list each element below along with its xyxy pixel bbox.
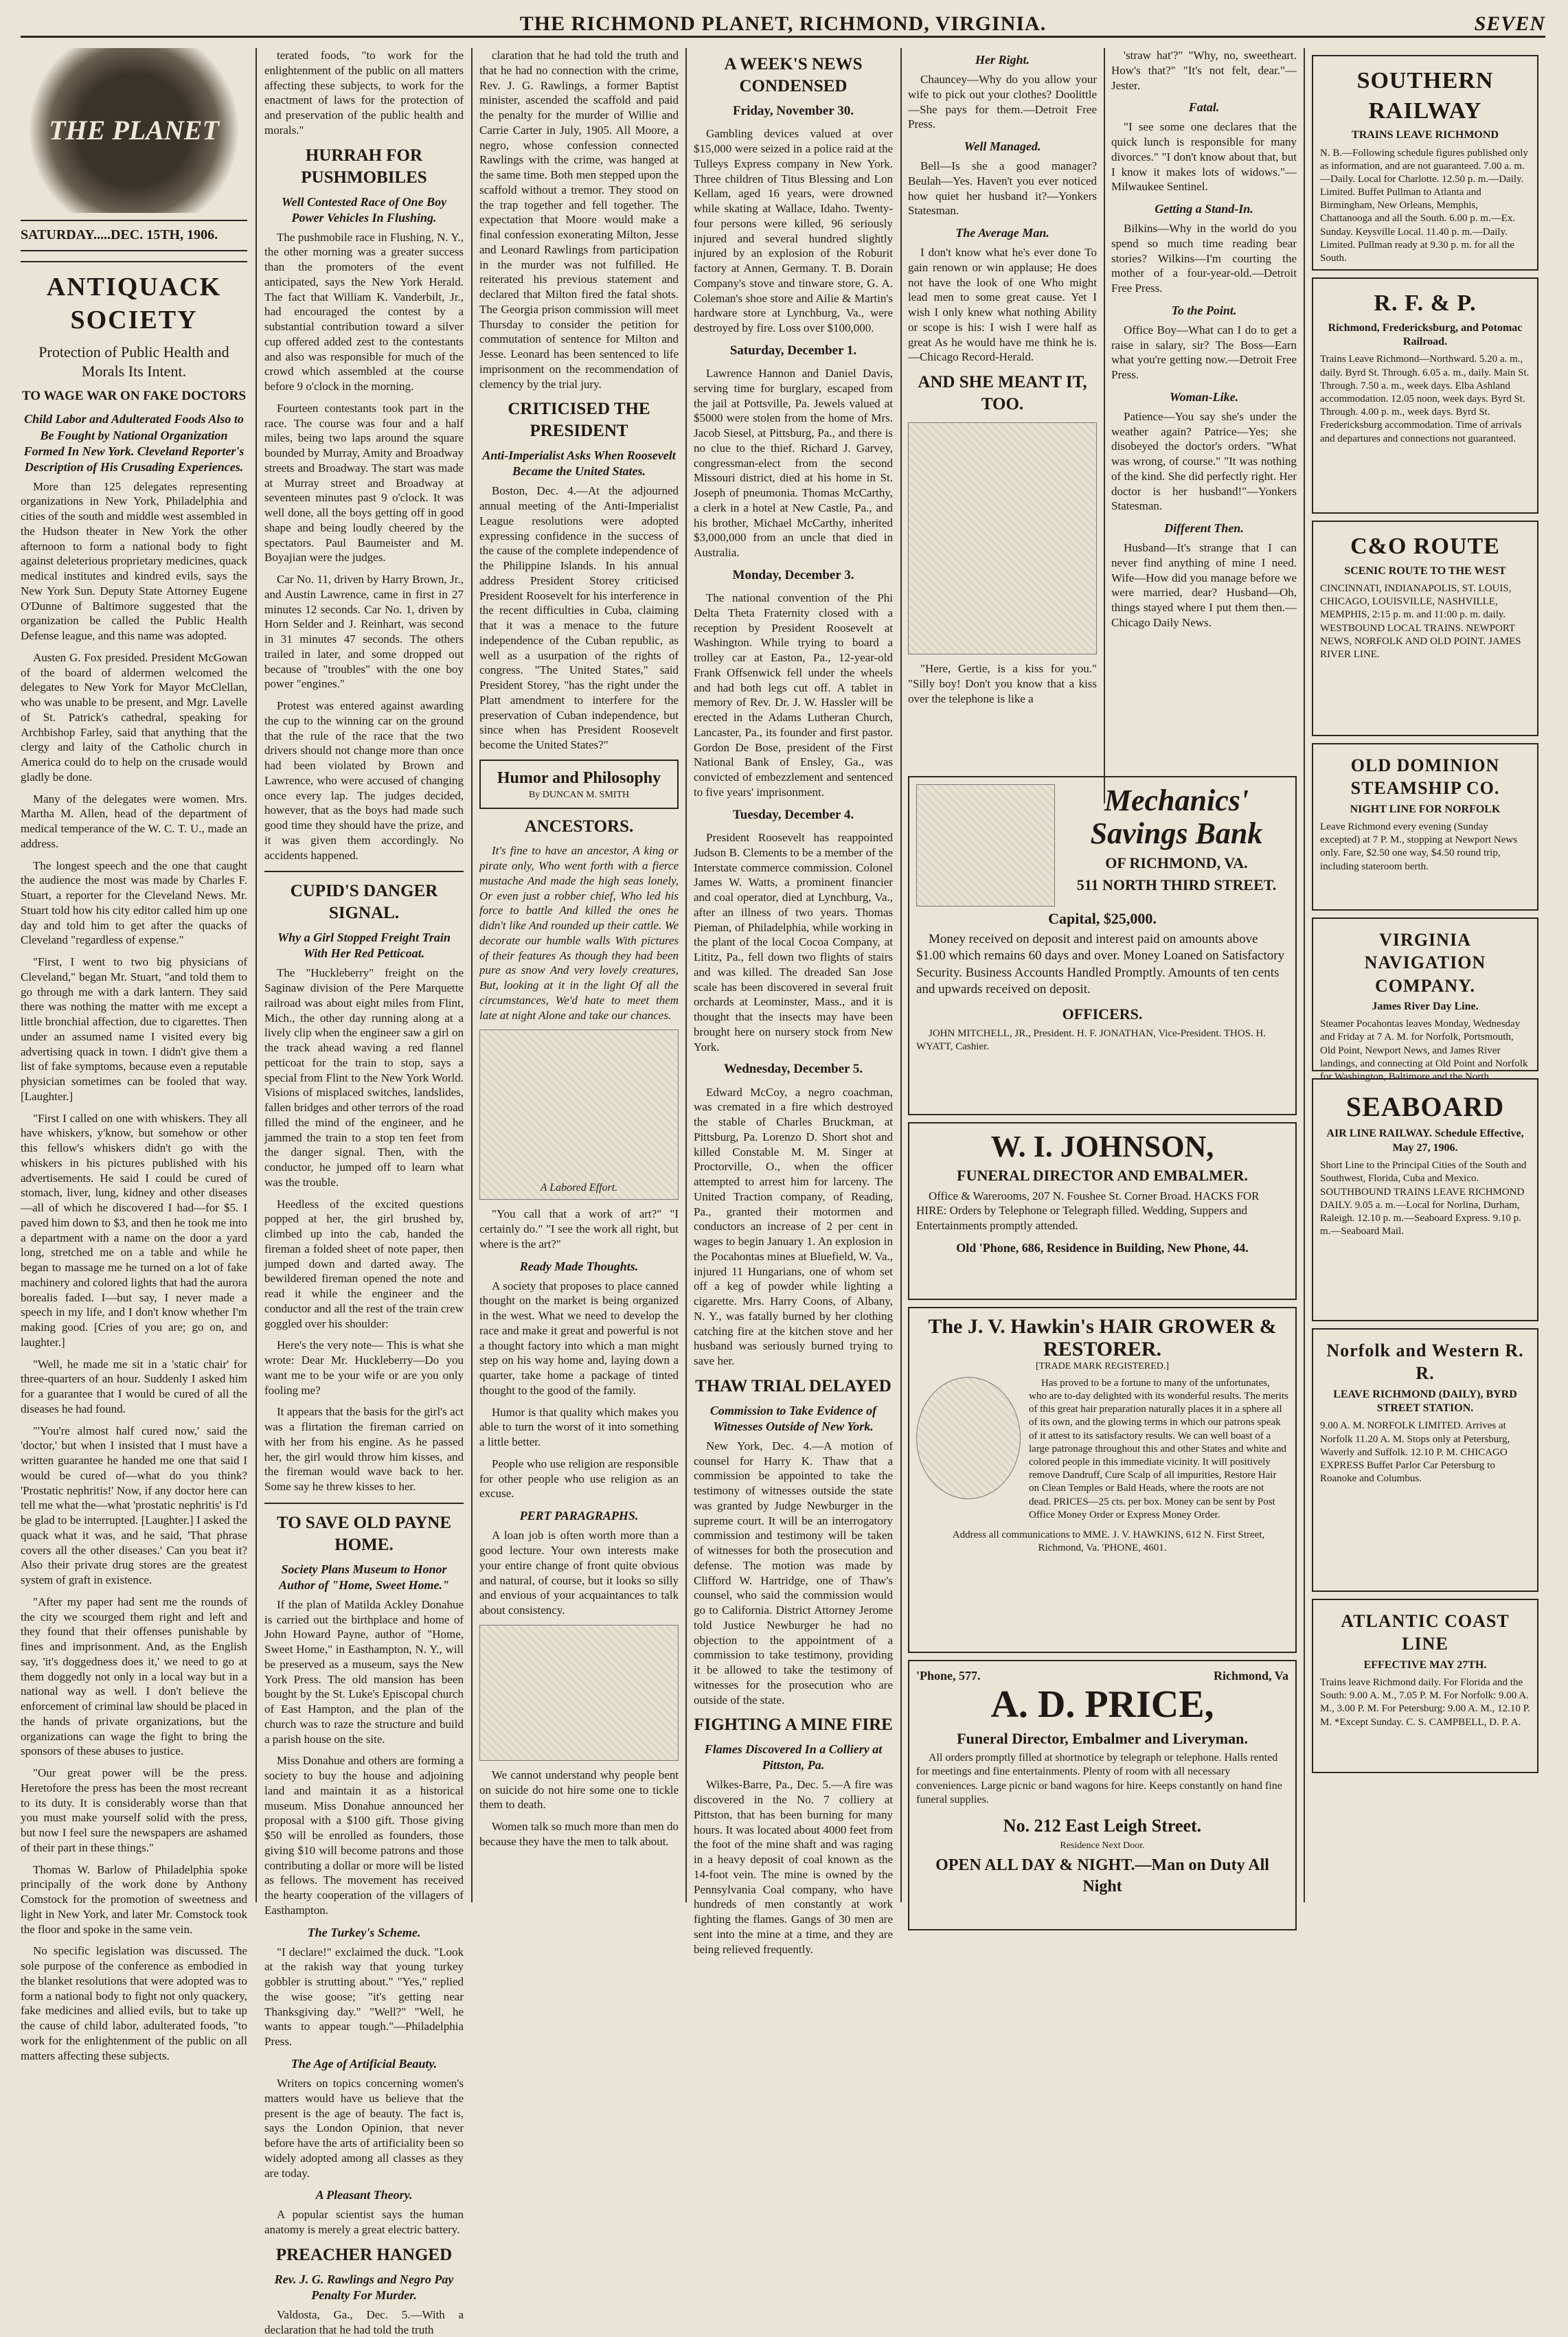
paragraph: It appears that the basis for the girl's act was a flirtation the fireman carried on with her from his engine. As he passed her, the girl would throw him kisses, and the fireman would wave back to her. Some say he threw kisses to her.	[264, 1405, 464, 1494]
hawkins-title: The J. V. Hawkin's HAIR GROWER & RESTORER.	[928, 1315, 1277, 1360]
column-1	[21, 48, 247, 2062]
rail-body: Short Line to the Principal Cities of the South and Southwest, Florida, Cuba and Mexico. SOUTHBOUND TRAINS LEAVE RICHMOND DAILY. 9.05 a. m.—Local for Norlina, Durham, Raleigh. 12.10 p. m.—Seaboard Express. 9.10 p. m.—Seaboard Mail.	[1320, 1160, 1527, 1238]
rail-subtitle: Richmond, Fredericksburg, and Potomac Railroad.	[1328, 321, 1523, 347]
joke-title: To the Point.	[1171, 303, 1237, 317]
bank-capital: Capital, $25,000.	[1048, 910, 1157, 927]
johnson-subtitle: FUNERAL DIRECTOR AND EMBALMER.	[957, 1167, 1248, 1185]
hawkins-ad	[908, 1307, 1297, 1653]
johnson-title: W. I. JOHNSON,	[990, 1130, 1214, 1163]
bank-ad	[908, 776, 1297, 1115]
joke-body: Husband—It's strange that I can never find anything of mine I need. Wife—How did you manage before we were married, dear? Husband—Oh, things stayed where I put them then.—Chicago Daily News.	[1111, 541, 1297, 629]
paragraph: Car No. 11, driven by Harry Brown, Jr., and Austin Lawrence, came in first in 27 minutes 12 seconds. Car No. 1, driven by Horn Selder and J. Reinhart, was second in 31 minutes 47 seconds. The others trailed in later, and some dropped out because of "troubles" with the one boy power "engines."	[264, 573, 464, 691]
divider	[264, 1503, 464, 1504]
price-open: OPEN ALL DAY & NIGHT.—Man on Duty All Night	[935, 1856, 1269, 1895]
hawkins-address: Address all communications to MME. J. V. HAWKINS, 612 N. First Street, Richmond, Va. 'PHONE, 4601.	[952, 1529, 1265, 1554]
rail-title: SEABOARD	[1345, 1091, 1505, 1122]
joke-title: Woman-Like.	[1169, 389, 1239, 404]
divider	[21, 261, 247, 262]
telephone-illustration	[908, 422, 1097, 654]
rail-body: CINCINNATI, INDIANAPOLIS, ST. LOUIS, CHICAGO, LOUISVILLE, NASHVILLE, MEMPHIS, 2:15 p. m. and 11:00 p. m. daily. WESTBOUND LOCAL TRAINS. NEWPORT NEWS, NORFOLK AND OLD POINT. JAMES RIVER LINE.	[1320, 582, 1521, 660]
rail-subtitle: SCENIC ROUTE TO THE WEST	[1344, 565, 1506, 577]
column-2	[264, 48, 464, 2336]
caption: 'straw hat'?" "Why, no, sweetheart. How's that?" "It's not felt, dear."—Jester.	[1111, 49, 1297, 92]
paragraph: "Well, he made me sit in a 'static chair' for three-quarters of an hour. Suddenly I asked him for a guarantee that I would be cured of all the diseases he had found.	[21, 1357, 247, 1415]
johnson-phone: Old 'Phone, 686, Residence in Building, New Phone, 44.	[956, 1240, 1249, 1255]
column-divider	[900, 48, 902, 1902]
rail-ad	[1312, 1078, 1538, 1321]
subhead: Anti-Imperialist Asks When Roosevelt Became the United States.	[482, 448, 676, 479]
paragraph: Edward McCoy, a negro coachman, was cremated in a fire which destroyed the stable of Charles Bruckman, at Pittsburg, Pa. Lorenzo D. Short shot and killed Constable M. M. Singer at Proctorville, O., when the officer attempted to arrest him for larceny. The United Traction company, of Reading, Pa., granted their motormen and conductors an increase of 2 per cent in wages to begin January 1. An explosion in the Pocahontas mines at Bluefield, W. Va., injured 11 Hungarians, one of whom set off a keg of powder while lighting a cigarette. Mrs. Harry Coons, of Albany, N. Y., was fatally burned by her clothing catching fire at the kitchen stove and her husband was seriously burned trying to save her.	[694, 1085, 893, 1368]
rail-title: R. F. & P.	[1374, 290, 1477, 316]
bank-title: Mechanics' Savings Bank	[1090, 784, 1263, 851]
subhead: Flames Discovered In a Colliery at Pittston, Pa.	[704, 1742, 883, 1772]
headline-criticised: CRITICISED THE PRESIDENT	[508, 400, 650, 441]
rail-title: SOUTHERN RAILWAY	[1356, 68, 1494, 124]
rail-body: N. B.—Following schedule figures published only as information, and are not guaranteed. 7.00 a. m.—Daily. Local for Charlotte. 12.50 p. m.—Daily. Limited. Buffet Pullman to Atlanta and Birmingham, New Orleans, Memphis, Chattanooga and all the South. 6.00 p. m.—Ex. Sunday. Keysville Local. 11.40 p. m.—Daily. Limited. Pullman ready at 9.30 p. m. for all the South.	[1320, 147, 1528, 264]
paragraph: "First I called on one with whiskers. They all have whiskers, y'know, but somehow or other this fellow's whiskers didn't go with the whiskers in his pictures published with his advertisements. He said I could be cured of stomach, liver, lung, kidney and other diseases—all of which he discovered I had—for $5. I paved him down to $3, and then he took me into a department with a name on the door a yard long, stretched me on a table and while he began to massage me he turned on a lot of fake machinery and colored lights that had the aurora borealis faded. I—but say, I never made a speech in my life, and I don't know whether I'm making good. [Cries of you are; go on, and laughter.]	[21, 1111, 247, 1349]
paragraph: claration that he had told the truth and that he had no connection with the crime, Rev. J. G. Rawlings, a former Baptist minister, ascended the scaffold and paid the penalty for the murder of Willie and Carrie Carter in July, 1905. All Moore, a negro, whose confession connected Rawlings with the crime, was hanged at the same time. Both men stepped upon the scaffold without a tremor. They stood on the trap together and fell together. The expectation that Moore would make a final confession exonerating Milton, Jesse and Leonard Rawlings from participation in the murder was not fulfilled. He reiterated his previous statement and declared that Milton fired the fatal shots. The Georgia prison commission will meet Thursday to consider the petition for commutation of sentence for Milton and Jesse. Leonard has been sentenced to life imprisonment on the recommendation of clemency by the trial jury.	[479, 49, 679, 391]
headline-preacher: PREACHER HANGED	[275, 2245, 453, 2264]
paragraph: A popular scientist says the human anatomy is merely a great electric battery.	[264, 2208, 464, 2237]
paragraph: New York, Dec. 4.—A motion of counsel for Harry K. Thaw that a commission be appointed to take the testimony of witnesses outside the state was granted by Judge Newburger in the supreme court. It will be an interrogatory commission and testimony will be taken of witnesses for both the prosecution and defense. The motion was made by Clifford W. Hartridge, one of Thaw's counsel, who said the commission would go to California. District Attorney Jerome told Justice Newburger he had no objection to the appointment of a commission to take testimony, providing it be allowed to take the testimony of witnesses for the prosecution who are outside of the state.	[694, 1439, 893, 1707]
humor-title: Humor and Philosophy	[497, 768, 661, 787]
paragraph: "'You're almost half cured now,' said the 'doctor,' but when I insisted that I must have a written guarantee he handed me one that said I would be cured of—what do you think? 'Prostatic nephritis!' Now, if any doctor here can tell me what the—what 'prostatic nephritis' is I'd be glad to be interrupted. [Laughter.] I asked the quack what it was, and he said, 'That phrase covers all the other diseases.' Can you beat it? Also their private drug stores are the greatest system of graft in existence.	[21, 1424, 247, 1587]
headline-mine-fire: FIGHTING A MINE FIRE	[694, 1715, 893, 1735]
joke-body: Chauncey—Why do you allow your wife to pick out your clothes? Doolittle—She pays for them.—Detroit Free Press.	[908, 73, 1097, 131]
paragraph: "I declare!" exclaimed the duck. "Look at the rakish way that young turkey gobbler is strutting about." "Yes," replied the wise goose; "it's getting near Thanksgiving day." "Well?" "Well, he wants to appear tough."—Philadelphia Press.	[264, 1945, 464, 2049]
paragraph: We cannot understand why people bent on suicide do not hire some one to tickle them to death.	[479, 1768, 679, 1812]
headline-cupid: CUPID'S DANGER SIGNAL.	[290, 882, 438, 923]
column-divider	[471, 48, 473, 1902]
rail-body: Trains leave Richmond daily. For Florida and the South: 9.00 A. M., 7.05 P. M. For Norfolk: 9.00 A. M., 3.00 P. M. For Petersburg: 9.00 A. M., 12.10 P. M. *Except Sunday. C. S. CAMPBELL, D. P. A.	[1320, 1677, 1531, 1728]
rail-subtitle: AIR LINE RAILWAY. Schedule Effective, May 27, 1906.	[1326, 1128, 1524, 1154]
column-4	[694, 48, 893, 1956]
headline-thaw: THAW TRIAL DELAYED	[695, 1376, 891, 1395]
bank-address: 511 NORTH THIRD STREET.	[1076, 876, 1277, 893]
rail-ad	[1312, 55, 1538, 271]
subhead: Ready Made Thoughts.	[519, 1259, 639, 1273]
paragraph: Lawrence Hannon and Daniel Davis, serving time for burglary, escaped from the jail at Pottsville, Pa. Jewels valued at $5000 were stolen from the home of Mrs. Jacob Siesel, at Pittsburg, Pa., and there is no clue to the thief. Richard J. Garvey, congressman-elect from the second Missouri district, died at his home in St. Joseph of pneumonia. Thomas McCarthy, a clerk in a hotel at New Castle, Pa., and his brother, Michael McCarthy, inherited $3,000,000 from an uncle that died in Australia.	[694, 367, 893, 560]
price-subtitle: Funeral Director, Embalmer and Liveryman.	[957, 1729, 1248, 1747]
paragraph: The "Huckleberry" freight on the Saginaw division of the Pere Marquette railroad was about eight miles from Flint, Mich., the other day running along at a lively clip when the engineer saw a girl on the track ahead waving a red flannel petticoat for the train to stop, says a special from Flint to the New York World. Visions of misplaced switches, landslides, fallen bridges and other terrors of the road filled the mind of the engineer, and he jammed the train to a stop ten feet from the danger signal. Then, with the conductor, he jumped off to learn what was the trouble.	[264, 966, 464, 1189]
joke-body: I don't know what he's ever done To gain renown or win applause; He does not have the look of one Who might lead men to some great cause. Yet I wish I only knew what nothing Ability or scope is his: I wish I were half as great As he would have me think he is.—Chicago Record-Herald.	[908, 246, 1097, 364]
paragraph: The longest speech and the one that caught the audience the most was made by Charles F. Stuart, a reporter for the Cleveland News. Mr. Stuart told how his city editor called him up one day and told him to get after the quacks of Cleveland "regardless of expense."	[21, 858, 247, 947]
joke-body: Bell—Is she a good manager? Beulah—Yes. Haven't you ever noticed how quiet her husband it?—Yonkers Statesman.	[908, 159, 1097, 218]
page-number: SEVEN	[1474, 12, 1545, 35]
subhead: Protection of Public Health and Morals Its Intent.	[38, 343, 229, 380]
paragraph: Humor is that quality which makes you able to turn the worst of it into something a little better.	[479, 1405, 679, 1449]
masthead-title: THE RICHMOND PLANET, RICHMOND, VIRGINIA.	[519, 12, 1047, 35]
paragraph: The national convention of the Phi Delta Theta Fraternity closed with a reception by President Roosevelt at Washington. While trying to board a trolley car at Easton, Pa., 12-year-old Frank Offsenwick fell under the wheels and had both legs cut off. A tablet in memory of Rev. Dr. J. W. Hassler will be erected in the Adams Lutheran Church, Lancaster, Pa., its founder and first pastor. Gordon De Bose, president of the First National Bank of Ensley, Ga., was convicted of embezzlement and sentenced to five years' imprisonment.	[694, 591, 893, 799]
bank-body: Money received on deposit and interest paid on amounts above $1.00 which remains 60 days and over. Money Loaned on Satisfactory Security. Business Accounts Handled Promptly. Amounts of ten cents and upwards received on deposit.	[916, 932, 1285, 997]
deck-2: Child Labor and Adulterated Foods Also to Be Fought by National Organization Formed In New York. Cleveland Reporter's Description of His Crusading Experiences.	[23, 412, 245, 474]
rail-title: Norfolk and Western R. R.	[1326, 1341, 1524, 1384]
date-heading: Friday, November 30.	[733, 104, 854, 118]
joke-body: Bilkins—Why in the world do you spend so much time reading bear stories? Wilkins—I'm courting the mother of a four-year-old.—Detroit Free Press.	[1111, 222, 1297, 295]
paragraph: More than 125 delegates representing organizations in New York, Philadelphia and cities of the south and middle west assembled in the Hudson theater in New York the other afternoon to form a national body to fight against deleterious proprietary medicines, quack medical institutes and kindred evils, says the New York Sun. Deputy State Attorney Eugene O'Dunne of Baltimore suggested that the organization be called the Public Health Defense league, and this name was adopted.	[21, 479, 247, 643]
paragraph: Miss Donahue and others are forming a society to buy the house and adjoining land and maintain it as a historical museum. Miss Donahue announced her proposal with a $100 gift. Those giving $50 will be enrolled as founders, those giving $10 will become patrons and those contributing a dollar or more will be listed as fellows. The movement has received the hearty cooperation of the villagers of Easthampton.	[264, 1754, 464, 1917]
paragraph: Heedless of the excited questions popped at her, the girl brushed by, climbed up into the cab, handed the fireman a folded sheet of note paper, then jumped down and darted away. The bewildered fireman opened the note and read it while the engineer and the conductor and all the rest of the train crew goggled over his shoulder:	[264, 1197, 464, 1330]
headline-antiquack: ANTIQUACK SOCIETY	[46, 272, 222, 335]
column-5	[908, 48, 1097, 803]
subhead: Well Contested Race of One Boy Power Vehicles In Flushing.	[281, 194, 447, 225]
rail-body: 9.00 A. M. NORFOLK LIMITED. Arrives at Norfolk 11.20 A. M. Stops only at Petersburg, Waverly and Suffolk. 12.10 P. M. CHICAGO EXPRESS Buffet Parlor Car Petersburg to Roanoke and Columbus.	[1320, 1420, 1510, 1485]
railway-column	[1312, 48, 1538, 1902]
headline-weeks-news: A WEEK'S NEWS CONDENSED	[724, 55, 863, 95]
paragraph: "First, I went to two big physicians of Cleveland," began Mr. Stuart, "and told them to go through me with a dark lantern. They said there was nothing the matter with me except a little bronchial affection, due to cigarettes. Then under an assumed name I visited every big advertising quack in town. I didn't give them a list of fake symptoms, because even a reputable physician sometimes can be fooled that way. [Laughter.]	[21, 955, 247, 1103]
rail-subtitle: James River Day Line.	[1372, 1000, 1479, 1012]
column-3	[479, 48, 679, 1902]
paragraph: Valdosta, Ga., Dec. 5.—With a declaration that he had told the truth	[264, 2307, 464, 2336]
bank-seal-image	[916, 784, 1055, 907]
paragraph: Here's the very note— This is what she wrote: Dear Mr. Huckleberry—Do you want me to be your wife or are you only fooling me?	[264, 1338, 464, 1397]
joke-body: "I see some one declares that the quick lunch is responsible for many divorces." "I don't know about that, but I know it makes lots of widows."—Milwaukee Sentinel.	[1111, 120, 1297, 194]
headline-pushmobiles: HURRAH FOR PUSHMOBILES	[301, 146, 427, 187]
paragraph: Protest was entered against awarding the cup to the winning car on the ground that the rule of the race that the two drivers should not change more than once had been violated by Brown and Lawrence, who were accused of changing once every lap. The judges decided, however, that as the boys had made such good time they should have the prize, and it was given them accordingly. No accidents happened.	[264, 699, 464, 862]
johnson-ad	[908, 1122, 1297, 1300]
paragraph: Many of the delegates were women. Mrs. Martha M. Allen, head of the department of medical temperance of the W. C. T. U., made an address.	[21, 792, 247, 850]
rail-body: Leave Richmond every evening (Sunday excepted) at 7 P. M., stopping at Newport News only. Fare, $2.50 one way, $4.50 round trip, including stateroom berth.	[1320, 821, 1518, 872]
hawkins-trademark: [TRADE MARK REGISTERED.]	[1035, 1361, 1170, 1371]
price-ad	[908, 1660, 1297, 1930]
paragraph: terated foods, "to work for the enlightenment of the public on all matters affecting these subjects, to work for the enactment of laws for the protection of and preservation of the public health and morals."	[264, 49, 464, 137]
column-divider	[1104, 48, 1105, 803]
hawkins-body: Has proved to be a fortune to many of the unfortunates, who are to-day delighted with its wonderful results. The merits of this great hair preparation naturally places it in a sphere all of its own, and the glowing terms in which our patrons speak of it attest to its satisfactory results. We can well boast of a large patronage throughout this and other States and white and colored people in this immediate vicinity. It will positively remove Dandruff, Cure Scalp of all impurities, Restore Hair on Clean Temples or Bald Heads, where the roots are not dead. PRICES—25 cts. per box. Money can be sent by Post Office Money Order or Express Money Order.	[1029, 1377, 1288, 1520]
rail-subtitle: NIGHT LINE FOR NORFOLK	[1350, 803, 1501, 815]
column-divider	[1304, 48, 1305, 1902]
subhead: Rev. J. G. Rawlings and Negro Pay Penalty For Murder.	[274, 2272, 454, 2302]
paragraph: If the plan of Matilda Ackley Donahue is carried out the birthplace and home of John Howard Payne, author of "Home, Sweet Home," in Easthampton, N. Y., will be preserved as a museum, says the New York Press. The old mansion has been bought by the St. Luke's Episcopal church of East Hampton, and the plan of the church was to raze the structure and build a parish house on the site.	[264, 1597, 464, 1746]
rail-ad	[1312, 521, 1538, 736]
rail-ad	[1312, 743, 1538, 911]
subhead: A Pleasant Theory.	[315, 2188, 413, 2202]
joke-title: Well Managed.	[964, 139, 1041, 154]
price-city: Richmond, Va	[1213, 1669, 1288, 1683]
joke-title: Her Right.	[975, 53, 1030, 67]
headline-she-meant-it: AND SHE MEANT IT, TOO.	[918, 373, 1087, 414]
masthead	[21, 12, 1545, 38]
price-address: No. 212 East Leigh Street.	[1003, 1815, 1202, 1836]
paragraph: "Our great power will be the press. Heretofore the press has been the most recreant to its duty. It is considerably worse than that you must make yourself solid with the press, but now I feel sure the newspapers are ashamed of their part in these things."	[21, 1766, 247, 1854]
subhead: Why a Girl Stopped Freight Train With Her Red Petticoat.	[277, 931, 451, 961]
headline-payne-home: TO SAVE OLD PAYNE HOME.	[276, 1513, 452, 1554]
rail-body: Trains Leave Richmond—Northward. 5.20 a. m., daily. Byrd St. Through. 6.05 a. m., daily. Main St. Through. 7.50 a. m., week days. Elba Ashland accommodation. 12.05 noon, week days. Byrd St. Through. 4.00 p. m., week days. Byrd St. Fredericksburg accommodation. Time of arrivals and departures and connections not guaranteed.	[1320, 354, 1530, 444]
paragraph: The pushmobile race in Flushing, N. Y., the other morning was a greater success than the promoters of the event anticipated, says the New York Herald. The fact that William K. Vanderbilt, Jr., had encouraged the contest by a substantial contribution toward a silver cup offered added zest to the contestants and also was responsible for much of the crowd which assembled at the course before 9 o'clock in the morning.	[264, 230, 464, 394]
rail-body: Steamer Pocahontas leaves Monday, Wednesday and Friday at 7 A. M. for Norfolk, Portsmouth, Old Point, Newport News, and James River landings, and connecting at Old Point and Norfolk for Washington, Baltimore and the North.	[1320, 1018, 1528, 1083]
joke-title: Getting a Stand-In.	[1155, 202, 1253, 216]
paragraph: Women talk so much more than men do because they have the men to talk about.	[479, 1820, 679, 1848]
paragraph: "After my paper had sent me the rounds of the city we scourged them right and left and they found that their offenses punishable by fines and imprisonment. And, as the English say, 'it's doggedness does it,' we need to go at them doggedly not only in a local way but in a national way as well. I don't believe the enforcement of criminal law should be placed in the hands of private organizations, but the organizations can wage the fight to bring the sponsors of these abuses to justice.	[21, 1595, 247, 1758]
rail-ad	[1312, 1599, 1538, 1773]
joke-title: The Average Man.	[955, 226, 1049, 240]
date-heading: Saturday, December 1.	[729, 343, 857, 358]
cartoon-illustration	[479, 1029, 679, 1200]
paragraph: People who use religion are responsible for other people who use religion as an excuse.	[479, 1457, 679, 1501]
rail-title: VIRGINIA NAVIGATION COMPANY.	[1364, 930, 1486, 996]
paragraph: "You call that a work of art?" "I certainly do." "I see the work all right, but where is the art?"	[479, 1207, 679, 1251]
column-divider	[255, 48, 257, 1902]
cartoon-illustration-2	[479, 1625, 679, 1761]
divider	[264, 871, 464, 872]
cartoon-caption: A Labored Effort.	[540, 1181, 618, 1194]
bank-officers-heading: OFFICERS.	[1062, 1005, 1143, 1023]
ads-block	[908, 769, 1297, 1902]
humor-box	[479, 760, 679, 810]
subhead: The Turkey's Scheme.	[307, 1925, 421, 1939]
date-heading: Tuesday, December 4.	[732, 807, 854, 822]
johnson-body: Office & Warerooms, 207 N. Foushee St. Corner Broad. HACKS FOR HIRE: Orders by Telephone or Telegraph filled. Wedding, Suppers and Entertainments promptly attended.	[916, 1189, 1260, 1233]
price-residence: Residence Next Door.	[1060, 1840, 1145, 1851]
paragraph: A loan job is often worth more than a good lecture. Your own interests make your entire change of front quite obvious and natural, of course, but it looks so silly and envious of your acquaintances to talk about consistency.	[479, 1529, 679, 1617]
planet-logo: THE PLANET	[21, 48, 247, 213]
dateline: SATURDAY.....DEC. 15TH, 1906.	[21, 220, 247, 251]
deck: TO WAGE WAR ON FAKE DOCTORS	[21, 389, 247, 404]
subhead: Commission to Take Evidence of Witnesses Outside of New York.	[709, 1403, 877, 1433]
rail-title: OLD DOMINION STEAMSHIP CO.	[1350, 755, 1500, 799]
rail-ad	[1312, 917, 1538, 1083]
price-body: All orders promptly filled at shortnotice by telegraph or telephone. Halls rented for meetings and fine entertainments. Plenty of room with all necessary conveniences. Large picnic or band wagons for hire. Keeps constantly on hand fine funeral supplies.	[916, 1751, 1282, 1806]
paragraph: Boston, Dec. 4.—At the adjourned annual meeting of the Anti-Imperialist League resolutions were adopted expressing confidence in the success of the cause of the complete independence of the Philippine Islands. In his annual address President Storey criticised President Roosevelt for his interference in the recent difficulties in Cuba, claiming that it was a menace to the future independence of the Cuban republic, as well as a usurpation of the rights of congress. "The United States," said President Storey, "has the right under the Platt amendment to interfere for the preservation of Cuban independence, but since when has President Roosevelt become the United States?"	[479, 484, 679, 752]
column-divider	[685, 48, 687, 1902]
article-body	[21, 479, 247, 2064]
joke-body: Office Boy—What can I do to get a raise in salary, sir? The Boss—Earn what you're getting now.—Detroit Free Press.	[1111, 323, 1297, 382]
poem-title: ANCESTORS.	[524, 817, 634, 836]
caption: "Here, Gertie, is a kiss for you." "Silly boy! Don't you know that a kiss over the telephone is like a	[908, 662, 1097, 705]
subhead: Society Plans Museum to Honor Author of "Home, Sweet Home."	[279, 1562, 449, 1592]
rail-ad	[1312, 1328, 1538, 1592]
paragraph: A society that proposes to place canned thought on the market is being organized in the west. What we need to develop the race and make it great and powerful is not a thought factory into which a man might step on his way home and, laying down a quarter, take home a package of tinted thought to the good of the family.	[479, 1279, 679, 1397]
rail-title: C&O ROUTE	[1350, 534, 1500, 559]
date-heading: Monday, December 3.	[732, 567, 854, 582]
subhead: PERT PARAGRAPHS.	[519, 1509, 639, 1523]
price-phone: 'Phone, 577.	[916, 1669, 981, 1683]
rail-title: ATLANTIC COAST LINE	[1341, 1611, 1510, 1654]
date-heading: Wednesday, December 5.	[723, 1062, 863, 1077]
paragraph: Fourteen contestants took part in the race. The course was four and a half miles, being two laps around the square bounded by Murray, Amity and Broadway streets and Broadway. The start was made at Murray street and Broadway at seventeen minutes past 9 o'clock. It was well done, all the boys getting off in good shape and being loudly cheered by the spectators. Paul Baumeister and M. Boyajian were the judges.	[264, 401, 464, 565]
paragraph: President Roosevelt has reappointed Judson B. Clements to be a member of the Interstate commerce commission. Colonel James W. Watts, a prominent financier and coal operator, died at Lynchburg, Va., after an illness of two years. Thomas Pieman, of Philadelphia, while working in the plant of the local Cocoa Company, at Lititz, Pa., fell down two flights of stairs and was killed. The dreaded San Jose scale has been discovered in several fruit orchards at Leominster, Mass., and it is thought that the insects may have been brought here on nursery stock from New York.	[694, 831, 893, 1053]
joke-title: Different Then.	[1164, 521, 1244, 536]
price-title: A. D. PRICE,	[990, 1683, 1214, 1726]
rail-ad	[1312, 277, 1538, 514]
paragraph: Thomas W. Barlow of Philadelphia spoke principally of the work done by Anthony Comstock for the promotion of sweetness and light in New York, and later Mr. Comstock took the floor and spoke in the same vein.	[21, 1862, 247, 1936]
subhead: The Age of Artificial Beauty.	[291, 2056, 438, 2071]
paragraph: No specific legislation was discussed. The sole purpose of the conference as embodied in the blanket resolutions that were adopted was to form a national body to fight not only quackery, fake medicines and allied evils, but to take up the cause of child labor, adulterated foods, "to work for the enlightenment of the public on all matters affecting these subjects.	[21, 1944, 247, 2062]
joke-body: Patience—You say she's under the weather again? Patrice—Yes; she disobeyed the doctor's orders. "What was wrong, of course." "It was nothing of the kind. She did perfectly right. Her doctor is her husband!"—Yonkers Statesman.	[1111, 409, 1297, 513]
column-6	[1111, 48, 1297, 803]
byline: By DUNCAN M. SMITH	[528, 789, 630, 800]
bank-officers: JOHN MITCHELL, JR., President. H. F. JONATHAN, Vice-President. THOS. H. WYATT, Cashier.	[916, 1027, 1266, 1052]
rail-subtitle: TRAINS LEAVE RICHMOND	[1352, 129, 1499, 141]
paragraph: Wilkes-Barre, Pa., Dec. 5.—A fire was discovered in the No. 7 colliery at Pittston, that has been burning for many hours. It was located about 4000 feet from the foot of the mine shaft and was raging in a heavy deposit of coal known as the 14-foot vein. The mine is owned by the Pennsylvania Coal company, who have hundreds of men constantly at work fighting the flames. Gangs of 30 men are sent into the mine at a time, and they are being relieved frequently.	[694, 1778, 893, 1956]
hawkins-portrait	[916, 1377, 1021, 1499]
rail-subtitle: EFFECTIVE MAY 27TH.	[1363, 1658, 1487, 1671]
joke-title: Fatal.	[1188, 100, 1220, 115]
paragraph: Writers on topics concerning women's matters would have us believe that the present is the age of beauty. The fact is, says the London Opinion, that never before have the arts of artificiality been so widely adopted among all classes as they are today.	[264, 2077, 464, 2180]
rail-subtitle: LEAVE RICHMOND (DAILY), BYRD STREET STATION.	[1333, 1388, 1517, 1414]
poem: It's fine to have an ancestor, A king or pirate only, Who went forth with a fierce mustache And made the high seas lonely, Or even just a robber chief, Who led his force to battle And killed the ones he didn't like And rounded up their cattle. We decorate our humble walls With pictures of their features As though they had been pure as snow And very lovely creatures, But, looking at it in the light Of all the circumstances, We'd hate to meet them late at night Alone and take our chances.	[479, 844, 679, 1022]
paragraph: Gambling devices valued at over $15,000 were seized in a police raid at the Tulleys Express company in New York. Three children of Titus Blessing and Lon Kellam, aged 16 years, were drowned while skating at Wallace, Idaho. Twenty-four persons were killed, 96 seriously injured and several hundred slightly injured by an explosion of the Roburit factory at Annen, Germany. T. B. Dorain Company's stove and tinware store, G. A. Coleman's shoe store and Ailie & Martin's hardware store at Lynchburg, Va., were destroyed by fire. Loss over $100,000.	[694, 127, 893, 335]
paragraph: Austen G. Fox presided. President McGowan of the board of aldermen welcomed the delegates to New York for Mayor McClellan, who was unable to be present, and Mgr. Lavelle of St. Patrick's cathedral, speaking for Archbishop Farley, said that anything that the clergy and laity of the Catholic church in America could do to help on the crusade would gladly be done.	[21, 650, 247, 784]
bank-subtitle: OF RICHMOND, VA.	[1105, 854, 1248, 871]
